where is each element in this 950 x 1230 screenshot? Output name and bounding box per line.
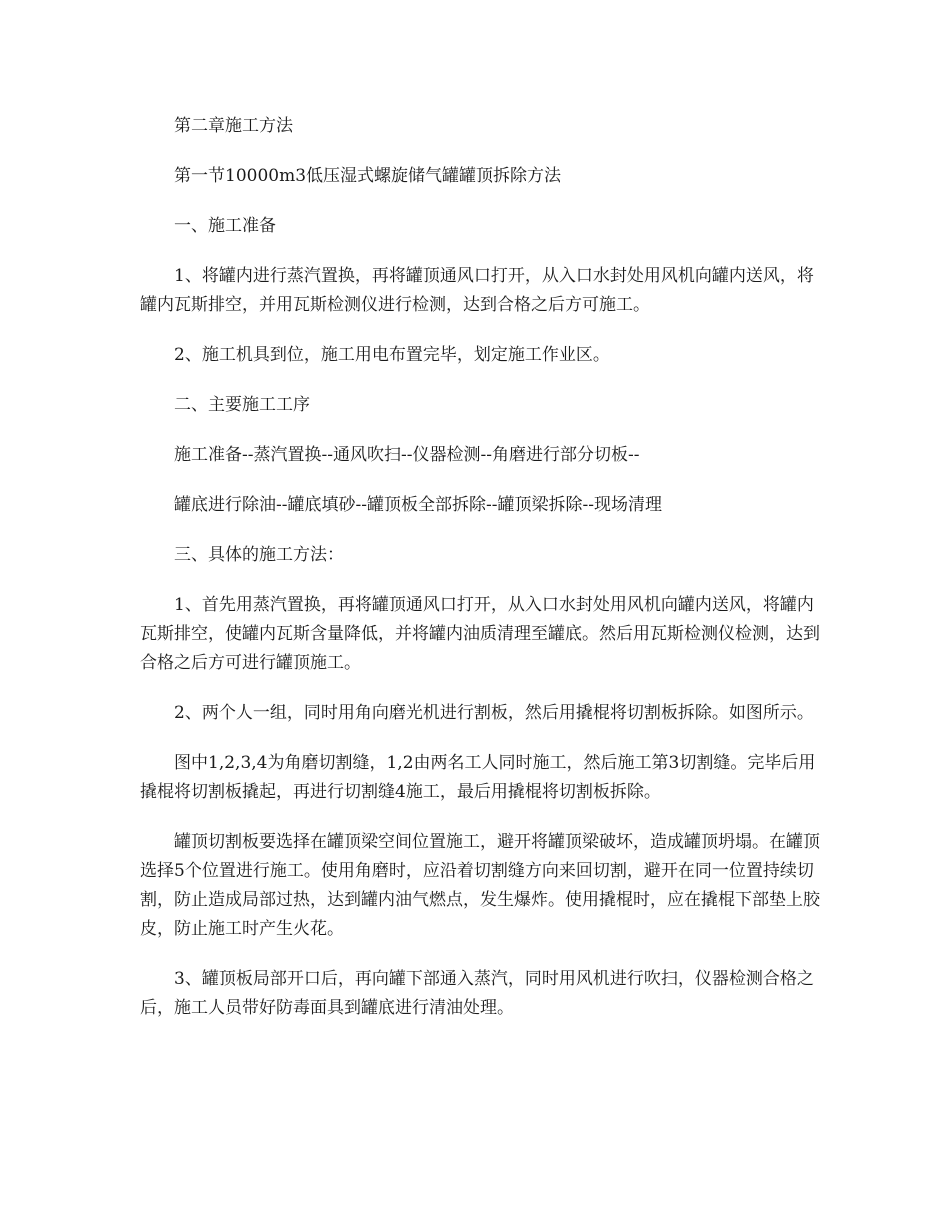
paragraph-method-1: 1、首先用蒸汽置换，再将罐顶通风口打开，从入口水封处用风机向罐内送风，将罐内瓦斯排空，使罐内瓦斯含量降低，并将罐内油质清理至罐底。然后用瓦斯检测仪检测，达到合格之后方可进行罐顶施工。 xyxy=(140,595,820,673)
paragraph-method-2: 2、两个人一组，同时用角向磨光机进行割板，然后用撬棍将切割板拆除。如图所示。 xyxy=(174,703,814,723)
paragraph-prep-2: 2、施工机具到位，施工用电布置完毕，划定施工作业区。 xyxy=(174,345,610,365)
process-flow-line-2: 罐底进行除油--罐底填砂--罐顶板全部拆除--罐顶梁拆除--现场清理 xyxy=(174,495,662,515)
paragraph-prep-1: 1、将罐内进行蒸汽置换，再将罐顶通风口打开，从入口水封处用风机向罐内送风，将罐内瓦斯排空，并用瓦斯检测仪进行检测，达到合格之后方可施工。 xyxy=(140,266,814,315)
paragraph-safety: 罐顶切割板要选择在罐顶梁空间位置施工，避开将罐顶梁破坏，造成罐顶坍塌。在罐顶选择5个位置进行施工。使用角磨时，应沿着切割缝方向来回切割，避开在同一位置持续切割，防止造成局部过热，达到罐内油气燃点，发生爆炸。使用撬棍时，应在撬棍下部垫上胶皮，防止施工时产生火花。 xyxy=(140,832,820,939)
section-title: 第一节10000m3低压湿式螺旋储气罐罐顶拆除方法 xyxy=(174,166,562,186)
heading-main-process: 二、主要施工工序 xyxy=(174,395,310,415)
process-flow-line-1: 施工准备--蒸汽置换--通风吹扫--仪器检测--角磨进行部分切板-- xyxy=(174,445,640,465)
chapter-title: 第二章施工方法 xyxy=(174,116,293,136)
paragraph-figure-note: 图中1,2,3,4为角磨切割缝，1,2由两名工人同时施工，然后施工第3切割缝。完毕后用撬棍将切割板撬起，再进行切割缝4施工，最后用撬棍将切割板拆除。 xyxy=(140,753,816,802)
heading-specific-methods: 三、具体的施工方法： xyxy=(174,545,344,565)
heading-preparation: 一、施工准备 xyxy=(174,216,276,236)
paragraph-method-3: 3、罐顶板局部开口后，再向罐下部通入蒸汽，同时用风机进行吹扫，仪器检测合格之后，施工人员带好防毒面具到罐底进行清油处理。 xyxy=(140,969,814,1018)
document-body xyxy=(140,112,820,1023)
